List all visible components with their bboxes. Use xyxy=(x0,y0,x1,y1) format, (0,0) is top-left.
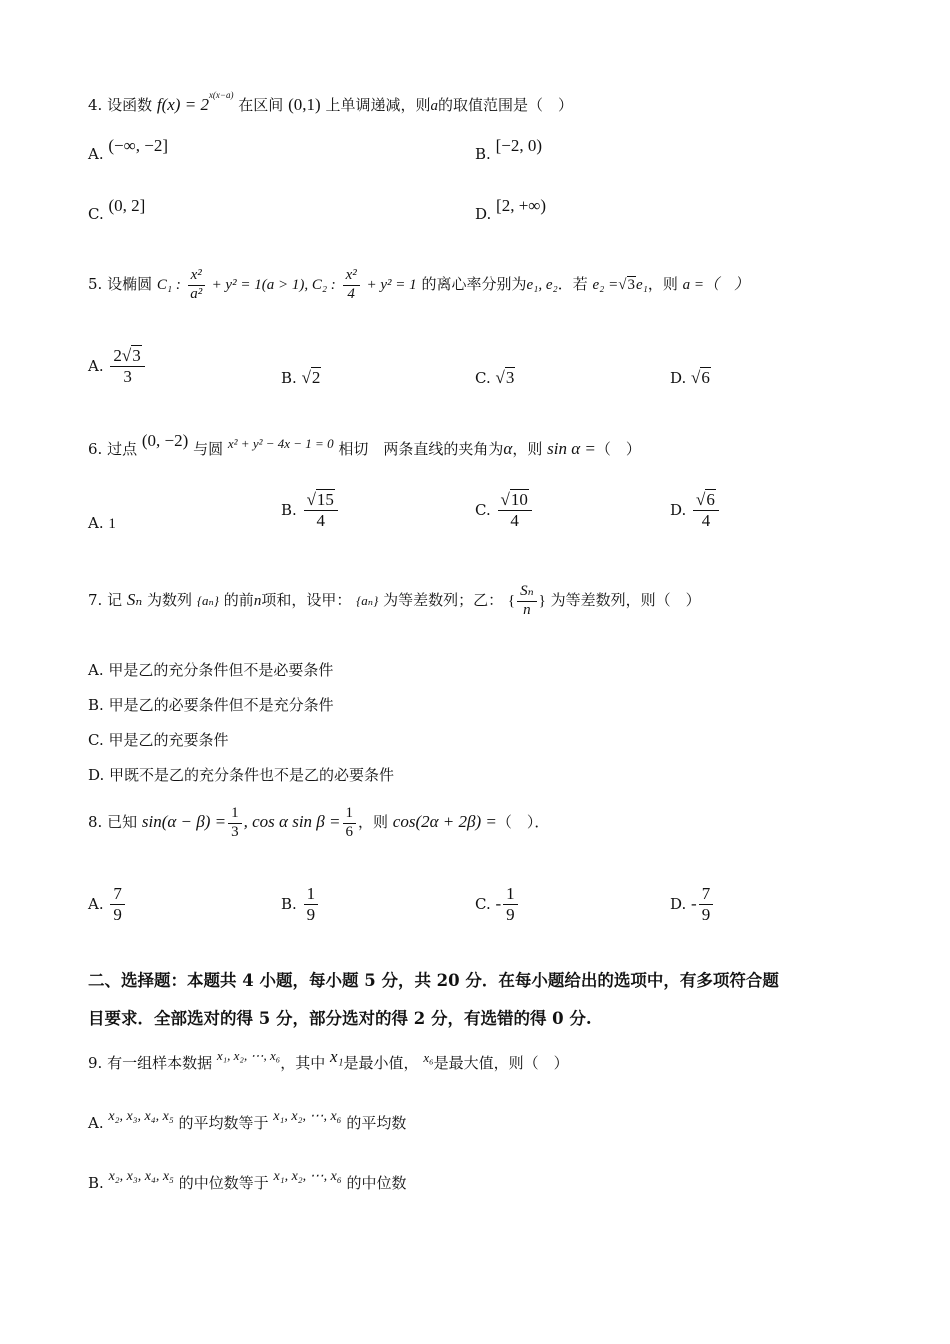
q5-c1-rest: + y² = 1(a > 1), C₂ : xyxy=(211,277,336,293)
q4-function: f(x) = 2 xyxy=(156,95,209,114)
option-label: D. xyxy=(670,895,687,914)
option-label: A. xyxy=(88,895,104,914)
q6-expr: sin α = xyxy=(547,439,596,458)
option-vars-2: x₁, x₂, ⋯, x₆ xyxy=(273,1169,342,1184)
section-2-line-2: 目要求．全部选对的得 5 分，部分选对的得 2 分，有选错的得 0 分. xyxy=(88,1009,592,1028)
q4-stem xyxy=(88,84,573,123)
option-text: 甲是乙的充要条件 xyxy=(108,731,229,749)
option-value: √2 xyxy=(301,368,321,387)
q8-frac2: $\frac{1}{6}$ xyxy=(343,805,357,841)
q4-interval: (0,1) xyxy=(288,95,321,114)
q6-mid2: 相切 两条直线的夹角为 xyxy=(338,440,504,458)
q7-end: 为等差数列，则（ ） xyxy=(550,591,701,609)
q7-an2: {aₙ} xyxy=(356,593,379,608)
q4-exponent: x(x−a) xyxy=(208,90,234,100)
option-label: B. xyxy=(475,145,491,163)
q5-c2-rest: + y² = 1 xyxy=(366,277,417,293)
q8-option-b xyxy=(281,884,320,924)
q5-end: a =（ ） xyxy=(682,277,750,293)
q9-prefix: 9. 有一组样本数据 xyxy=(88,1054,213,1072)
q5-cond-sqrt: √3 xyxy=(618,277,635,293)
option-label: D. xyxy=(670,501,687,520)
q5-option-d xyxy=(670,368,711,388)
q6-option-a xyxy=(88,514,116,533)
option-label: C. xyxy=(88,205,104,223)
option-text: 甲是乙的充分条件但不是必要条件 xyxy=(108,661,334,679)
q7-n: n xyxy=(253,593,262,609)
option-value: $\frac{7}{9}$ xyxy=(110,884,125,924)
option-text: 甲是乙的必要条件但不是充分条件 xyxy=(108,696,334,714)
q4-suffix: 上单调递减，则 xyxy=(325,96,431,114)
q5-stem xyxy=(88,262,749,307)
q8-expr2: , cos α sin β = xyxy=(243,812,341,831)
q8-prefix: 8. 已知 xyxy=(88,813,138,831)
q6-then: ，则 xyxy=(512,440,543,458)
q5-c1-label: C₁ : xyxy=(156,277,181,293)
q8-expr1: sin(α − β) = xyxy=(141,812,227,831)
q6-end: （ ） xyxy=(595,440,641,458)
q6-option-b xyxy=(281,490,340,530)
q9-stem xyxy=(88,1046,569,1081)
option-label: A. xyxy=(88,145,104,163)
option-value: (0, 2] xyxy=(108,196,146,215)
q7-option-b xyxy=(88,694,334,715)
q7-stem: 7. 记 Sₙ 为数列 {aₙ} 的前n项和，设甲： {aₙ} 为等差数列；乙： { $\frac{\text{Sₙ}}{n}$ } 为等差数列，则（ ） xyxy=(88,583,701,618)
q6-circle: x² + y² − 4x − 1 = 0 xyxy=(227,436,334,451)
option-value: 1 xyxy=(108,516,116,532)
q9-end: 是最大值，则（ ） xyxy=(433,1054,569,1072)
q9-mid: ，其中 xyxy=(280,1054,326,1072)
q4-option-a xyxy=(88,136,169,164)
q7-mid: 为数列 xyxy=(147,591,193,609)
option-value: √6 xyxy=(691,368,710,387)
q4-option-c xyxy=(88,196,146,224)
q9-data: x₁, x₂, ⋯, x₆ xyxy=(216,1048,281,1063)
q9-option-a xyxy=(88,1106,406,1142)
option-sign: - xyxy=(691,894,697,914)
q5-cond-prefix: ．若 xyxy=(557,275,588,293)
option-label: C. xyxy=(475,501,491,520)
option-label: B. xyxy=(88,1174,104,1192)
option-value: $\frac{1}{9}$ xyxy=(304,884,319,924)
option-label: C. xyxy=(475,895,491,914)
section-2-line-1: 二、选择题：本题共 4 小题，每小题 5 分，共 20 分．在每小题给出的选项中，有多项符合题 xyxy=(88,971,779,990)
q9-x1: x₁ xyxy=(330,1047,344,1066)
q7-option-a xyxy=(88,659,333,680)
q7-mid4: 为等差数列；乙： xyxy=(383,591,504,609)
q5-option-c xyxy=(475,368,515,388)
q5-prefix: 5. 设椭圆 xyxy=(88,275,153,293)
option-text: 甲既不是乙的充分条件也不是乙的必要条件 xyxy=(109,766,395,784)
option-label: D. xyxy=(88,766,105,784)
q6-option-d xyxy=(670,490,721,530)
q8-frac1: $\frac{1}{3}$ xyxy=(228,805,242,841)
option-label: B. xyxy=(88,696,104,714)
q6-prefix: 6. 过点 xyxy=(88,440,138,458)
q7-mid3: 项和，设甲： xyxy=(261,591,352,609)
option-label: A. xyxy=(88,1114,104,1132)
option-vars-1: x₂, x₃, x₄, x₅ xyxy=(108,1169,174,1184)
q5-c1-fraction: $\frac{\text{x²}}{\text{a²}}$ xyxy=(188,267,205,303)
q7-option-c xyxy=(88,729,229,750)
option-text: 的平均数等于 xyxy=(178,1114,269,1132)
q5-option-b xyxy=(281,368,321,388)
option-value: $\frac{√15}{4}$ xyxy=(304,490,338,530)
q4-option-d xyxy=(475,196,547,224)
q4-option-b xyxy=(475,136,542,164)
q8-then: ，则 xyxy=(358,813,389,831)
option-label: B. xyxy=(281,895,297,914)
option-value: $\frac{1}{9}$ xyxy=(503,884,518,924)
q5-then: ，则 xyxy=(647,275,678,293)
option-value: $\frac{7}{9}$ xyxy=(699,884,714,924)
q8-end: （ ）． xyxy=(496,813,550,831)
q7-sn: Sₙ xyxy=(126,590,143,609)
q5-ecc: e₁, e₂ xyxy=(526,277,558,293)
q8-option-c xyxy=(475,884,520,924)
option-text-end: 的中位数 xyxy=(346,1174,407,1192)
q5-option-a xyxy=(88,346,147,386)
option-label: C. xyxy=(88,731,104,749)
option-value: $\frac{2√3}{3}$ xyxy=(110,346,144,386)
q4-prefix: 4. 设函数 xyxy=(88,96,153,114)
q7-an: {aₙ} xyxy=(196,593,220,608)
q4-mid: 在区间 xyxy=(238,96,284,114)
q9-option-b xyxy=(88,1166,407,1202)
option-sign: - xyxy=(495,894,502,914)
option-value: √3 xyxy=(495,368,515,387)
q9-x6: x₆ xyxy=(423,1050,434,1065)
q7-fraction: $\frac{\text{Sₙ}}{n}$ xyxy=(517,583,537,619)
q8-option-a xyxy=(88,884,127,924)
q5-cond-rhs: e₁ xyxy=(636,277,648,293)
q6-option-c xyxy=(475,490,534,530)
option-label: D. xyxy=(670,369,687,387)
q7-option-d xyxy=(88,764,394,785)
option-vars-2: x₁, x₂, ⋯, x₆ xyxy=(273,1109,342,1124)
option-label: B. xyxy=(281,369,297,387)
q7-prefix: 7. 记 xyxy=(88,591,123,609)
option-label: A. xyxy=(88,514,104,532)
q6-point: (0, −2) xyxy=(141,431,189,450)
q5-c2-fraction: $\frac{\text{x²}}{4}$ xyxy=(343,267,360,303)
q8-stem xyxy=(88,800,549,844)
option-label: C. xyxy=(475,369,491,387)
option-value: $\frac{√10}{4}$ xyxy=(498,490,532,530)
q4-var: a xyxy=(430,98,438,114)
option-label: A. xyxy=(88,661,104,679)
option-value: $\frac{√6}{4}$ xyxy=(693,490,719,530)
q8-option-d xyxy=(670,884,715,924)
option-vars-1: x₂, x₃, x₄, x₅ xyxy=(108,1109,174,1124)
option-label: A. xyxy=(88,357,104,376)
option-value: [2, +∞) xyxy=(496,196,547,215)
option-value: (−∞, −2] xyxy=(108,136,169,155)
q5-cond-lhs: e₂ = xyxy=(592,277,619,293)
q6-stem xyxy=(88,432,641,467)
q6-mid: 与圆 xyxy=(193,440,224,458)
option-text-end: 的平均数 xyxy=(346,1114,407,1132)
option-value: [−2, 0) xyxy=(495,136,542,155)
option-text: 的中位数等于 xyxy=(178,1174,269,1192)
option-label: D. xyxy=(475,205,492,223)
q8-expr3: cos(2α + 2β) = xyxy=(392,812,497,831)
q7-mid2: 的前 xyxy=(223,591,254,609)
q5-mid: 的离心率分别为 xyxy=(421,275,527,293)
q4-end: 的取值范围是（ ） xyxy=(437,96,573,114)
q9-mid2: 是最小值， xyxy=(343,1054,419,1072)
q6-angle: α xyxy=(503,439,513,458)
option-label: B. xyxy=(281,501,297,520)
